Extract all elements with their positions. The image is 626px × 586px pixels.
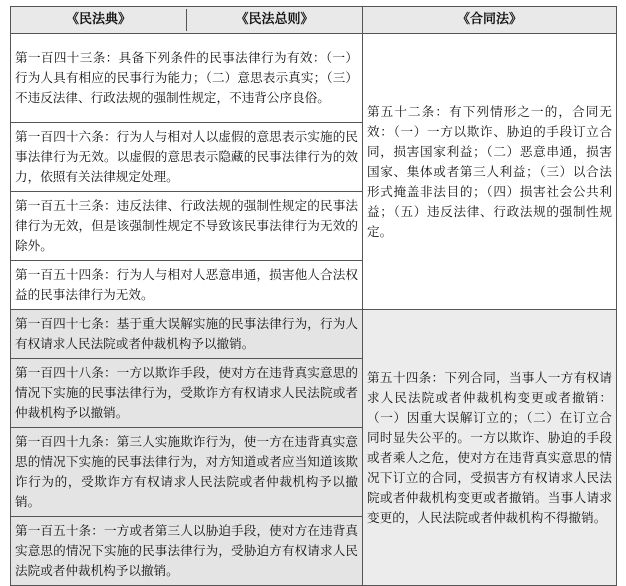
civil-article-143: 第一百四十三条：具备下列条件的民事法律行为有效：（一）行为人具有相应的民事行为能力；（二）意思表示真实；（三）不违反法律、行政法规的强制性规定，不违背公序良俗。 [11,34,363,123]
civil-article-153: 第一百五十三条：违反法律、行政法规的强制性规定的民事法律行为无效，但是该强制性规定不导致该民事法律行为无效的除外。 [11,192,363,261]
header-civil-code: 《民法典》 [65,12,131,27]
civil-article-147: 第一百四十七条：基于重大误解实施的民事法律行为，行为人有权请求人民法院或者仲裁机构予以撤销。 [11,310,363,359]
law-comparison-table [10,6,617,586]
header-civil-code-and-general-principles [11,7,363,34]
civil-article-154: 第一百五十四条：行为人与相对人恶意串通，损害他人合法权益的民事法律行为无效。 [11,261,363,310]
header-contract-law: 《合同法》 [363,7,617,34]
civil-article-146: 第一百四十六条：行为人与相对人以虚假的意思表示实施的民事法律行为无效。以虚假的意思表示隐藏的民事法律行为的效力，依照有关法律规定处理。 [11,123,363,192]
civil-article-149: 第一百四十九条：第三人实施欺诈行为，使一方在违背真实意思的情况下实施的民事法律行为，对方知道或者应当知道该欺诈行为的，受欺诈方有权请求人民法院或者仲裁机构予以撤销。 [11,428,363,517]
header-general-principles: 《民法总则》 [235,12,314,27]
header-row [11,7,617,34]
contract-article-54: 第五十四条：下列合同，当事人一方有权请求人民法院或者仲裁机构变更或者撤销：（一）因重大误解订立的；（二）在订立合同时显失公平的。一方以欺诈、胁迫的手段或者乘人之危，使对方在违背真实意思的情况下订立的合同，受损害方有权请求人民法院或者仲裁机构变更或者撤销。当事人请求变更的，人民法院或者仲裁机构不得撤销。 [363,310,617,586]
contract-article-52: 第五十二条：有下列情形之一的，合同无效：（一）一方以欺诈、胁迫的手段订立合同，损害国家利益；（二）恶意串通，损害国家、集体或者第三人利益；（三）以合法形式掩盖非法目的；（四）损害社会公共利益；（五）违反法律、行政法规的强制性规定。 [363,34,617,310]
table-row [11,34,617,123]
civil-article-150: 第一百五十条：一方或者第三人以胁迫手段，使对方在违背真实意思的情况下实施的民事法律行为，受胁迫方有权请求人民法院或者仲裁机构予以撤销。 [11,517,363,586]
table-row [11,310,617,359]
civil-article-148: 第一百四十八条：一方以欺诈手段，使对方在违背真实意思的情况下实施的民事法律行为，受欺诈方有权请求人民法院或者仲裁机构予以撤销。 [11,359,363,428]
law-comparison-page [10,6,616,578]
